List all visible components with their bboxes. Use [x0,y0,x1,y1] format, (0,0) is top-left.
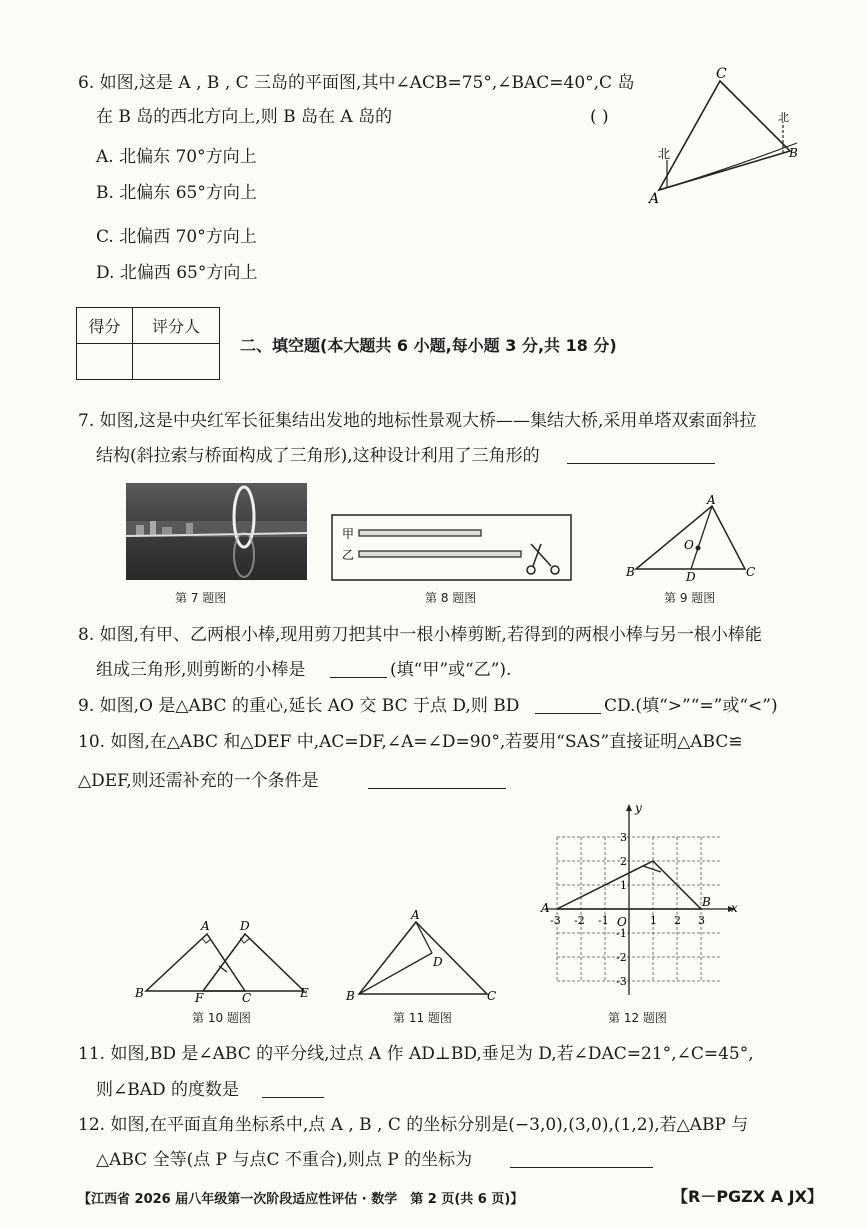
footer-code: 【R－PGZX A JX】 [672,1187,823,1206]
fig12-label-y: y [635,801,642,815]
fig12-ytick: 1 [620,879,627,892]
fig11-label-c: C [487,989,497,1003]
fig12-xtick: 3 [698,914,705,927]
score-table [76,307,220,380]
q12-answer-blank[interactable] [510,1149,653,1168]
score-header: 得分 [77,308,133,344]
fig12-ytick: 2 [620,855,627,868]
fig12-coordinate-grid [531,800,746,1004]
fig11-label-d: D [433,955,443,969]
fig12-ytick: -3 [616,975,627,988]
q8-answer-blank[interactable] [330,659,387,678]
q10-line2: △DEF,则还需补充的一个条件是 [78,771,319,791]
q6-answer-paren: ( ) [590,107,609,127]
fig9-label-o: O [684,538,694,552]
fig10-label-d: D [240,919,250,933]
q10-answer-blank[interactable] [368,770,506,789]
fig10-label-e: E [300,986,309,1000]
fig12-xtick: 1 [650,914,657,927]
stick-yi [359,551,521,557]
fig12-ytick: -1 [616,927,627,940]
fig10-triangles [132,916,322,1004]
q8-line2a: 组成三角形,则剪断的小棒是 [96,660,306,680]
q6-option-d: D. 北偏西 65°方向上 [96,263,258,283]
fig12-caption: 第 12 题图 [608,1011,667,1025]
q9-text-a: 9. 如图,O 是△ABC 的重心,延长 AO 交 BC 于点 D,则 BD [78,696,520,716]
fig12-label-x: x [731,901,738,915]
fig7-bridge-photo [126,483,307,580]
fig8-sticks [331,514,572,581]
label-yi: 乙 [342,548,355,562]
fig12-xtick: -1 [598,914,609,927]
q6-figure [645,65,805,210]
fig11-caption: 第 11 题图 [393,1011,452,1025]
fig10-label-c: C [242,991,252,1004]
fig9-label-a: A [707,493,716,507]
q11-answer-blank[interactable] [262,1079,324,1098]
label-a: A [649,191,660,207]
fig11-triangle [343,906,508,1004]
label-c: C [716,66,727,82]
triangle-abc [659,81,790,190]
q6-option-b: B. 北偏东 65°方向上 [96,183,257,203]
q11-line1: 11. 如图,BD 是∠ABC 的平分线,过点 A 作 AD⊥BD,垂足为 D,若∠DAC=21°,∠C=45°, [78,1044,754,1064]
fig12-label-o: O [617,915,627,929]
fig9-label-b: B [626,565,635,579]
fig10-label-b: B [135,986,144,1000]
q6-option-a: A. 北偏东 70°方向上 [96,147,257,167]
q10-line1: 10. 如图,在△ABC 和△DEF 中,AC=DF,∠A=∠D=90°,若要用“SAS”直接证明△ABC≌ [78,732,743,752]
scissors-icon [527,544,559,574]
stick-jia [359,530,481,536]
fig9-triangle [622,492,762,582]
fig10-caption: 第 10 题图 [192,1011,251,1025]
score-cell[interactable] [77,344,133,380]
fig9-caption: 第 9 题图 [664,591,716,605]
q7-answer-blank[interactable] [567,445,715,464]
fig7-caption: 第 7 题图 [175,591,227,605]
q8-line2b: (填“甲”或“乙”). [390,660,512,680]
grader-cell[interactable] [133,344,220,380]
fig12-xtick: -3 [550,914,561,927]
fig10-label-a: A [201,919,210,933]
q7-line2: 结构(斜拉索与桥面构成了三角形),这种设计利用了三角形的 [96,446,540,466]
q6-option-c: C. 北偏西 70°方向上 [96,227,257,247]
label-north-a: 北 [658,147,671,161]
fig12-xtick: -2 [574,914,585,927]
q6-line1: 6. 如图,这是 A , B , C 三岛的平面图,其中∠ACB=75°,∠BAC=40°,C 岛 [78,73,635,93]
fig11-label-a: A [411,908,420,922]
fig11-label-b: B [346,989,355,1003]
q12-line1: 12. 如图,在平面直角坐标系中,点 A , B , C 的坐标分别是(−3,0),(3,0),(1,2),若△ABP 与 [78,1115,749,1135]
label-b: B [789,146,798,160]
footer-left: 【江西省 2026 届八年级第一次阶段适应性评估 · 数学 第 2 页(共 6 页)】 [78,1192,524,1207]
grader-header: 评分人 [133,308,220,344]
fig12-label-b: B [702,895,711,909]
q9-answer-blank[interactable] [535,695,601,714]
fig12-xtick: 2 [674,914,681,927]
q9-text-b: CD.(填“>”“=”或“<”) [604,696,778,716]
fig10-label-f: F [195,991,204,1004]
label-north-b: 北 [778,111,789,124]
q6-line2: 在 B 岛的西北方向上,则 B 岛在 A 岛的 [96,107,393,127]
fig12-label-a: A [541,901,550,915]
q8-line1: 8. 如图,有甲、乙两根小棒,现用剪刀把其中一根小棒剪断,若得到的两根小棒与另一根小棒能 [78,625,762,645]
q11-line2: 则∠BAD 的度数是 [96,1080,240,1100]
q12-line2: △ABC 全等(点 P 与点C 不重合),则点 P 的坐标为 [96,1150,473,1170]
section-2-title: 二、填空题(本大题共 6 小题,每小题 3 分,共 18 分) [240,336,617,355]
fig8-caption: 第 8 题图 [425,591,477,605]
label-jia: 甲 [342,527,355,541]
fig9-label-c: C [746,565,756,579]
fig9-label-d: D [686,570,696,582]
q7-line1: 7. 如图,这是中央红军长征集结出发地的地标性景观大桥——集结大桥,采用单塔双索面斜拉 [78,411,757,431]
fig12-ytick: -2 [616,951,627,964]
fig12-ytick: 3 [620,831,627,844]
